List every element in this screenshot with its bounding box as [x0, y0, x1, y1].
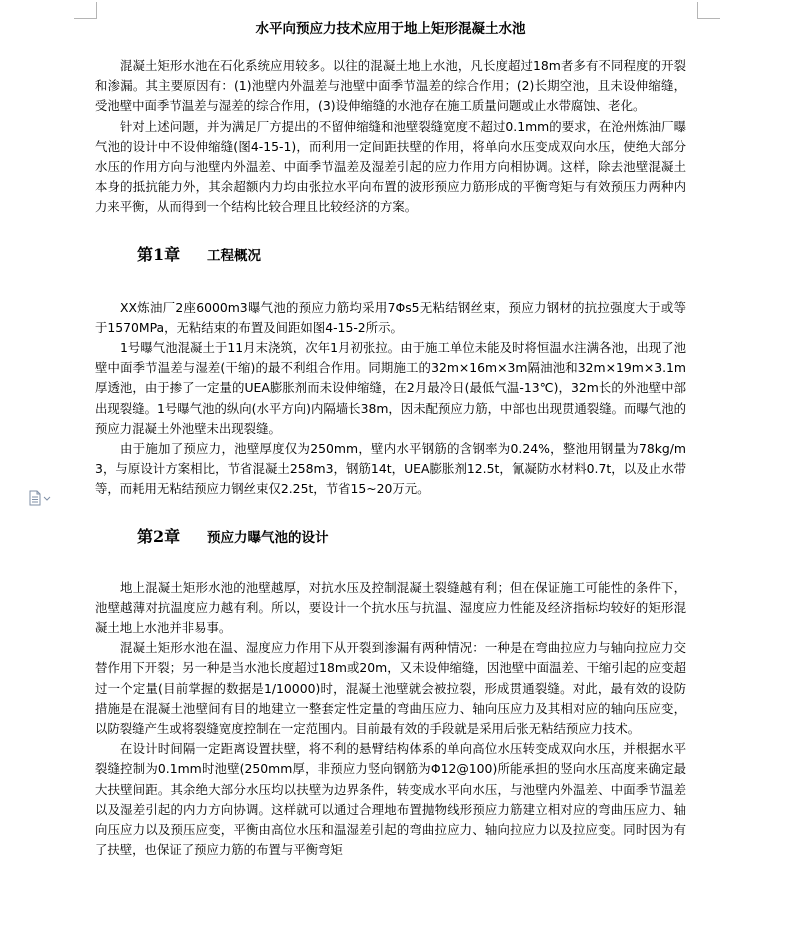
intro-paragraph: 混凝土矩形水池在石化系统应用较多。以往的混凝土地上水池，凡长度超过18m者多有不同程度的开裂和渗漏。其主要原因有：(1)池壁内外温差与池壁中面季节温差的综合作用；(2)长期空池，且未设伸缩缝，受池壁中面季节温差与湿差的综合作用，(3)设伸缩缝的水池存在施工质量问题或止水带腐蚀、老化。 [95, 58, 686, 114]
body-paragraph: XX炼油厂2座6000m3曝气池的预应力筋均采用7Φs5无粘结钢丝束，预应力钢材的抗拉强度大于或等于1570MPa，无粘结束的布置及间距如图4-15-2所示。 [95, 299, 686, 335]
body-paragraph: 1号曝气池混凝土于11月末浇筑，次年1月初张拉。由于施工单位未能及时将恒温水注满各池，出现了池壁中面季节温差与湿差(干缩)的最不利组合作用。同期施工的32m×16m×3m隔油池和32m×19m×3.1m厚透池，由于掺了一定量的UEA膨胀剂而未设伸缩缝，在2月最冷日(最低气温-13℃)，32m长的外池壁中部出现裂缝。1号曝气池的纵向(水平方向)内隔墙长38m，因未配预应力筋，中部也出现贯通裂缝。而曝气池的预应力混凝土外池壁未出现裂缝。 [95, 340, 686, 436]
document-icon[interactable] [28, 490, 52, 506]
document-title: 水平向预应力技术应用于地上矩形混凝土水池 [255, 21, 526, 37]
chapter-name: 预应力曝气池的设计 [207, 529, 329, 546]
chapter-heading [137, 522, 686, 552]
body-paragraph: 在设计时间隔一定距离设置扶壁，将不利的悬臂结构体系的单向高位水压转变成双向水压，并根据水平裂缝控制为0.1mm时池壁(250mm厚，非预应力竖向钢筋为Φ12@100)所能承担的竖向水压高度来确定最大扶壁间距。其余绝大部分水压均以扶壁为边界条件，转变成水平向水压，与池壁内外温差、中面季节温差以及湿差引起的内力方向协调。这样就可以通过合理地布置抛物线形预应力筋建立相对应的弯曲压应力、轴向压应力以及预压应变，平衡由高位水压和温湿差引起的弯曲拉应力、轴向拉应力以及拉应变。同时因为有了扶壁，也保证了预应力筋的布置与平衡弯矩 [95, 741, 686, 858]
body-paragraph: 由于施加了预应力，池壁厚度仅为250mm，壁内水平钢筋的含钢率为0.24%，整池用钢量为78kg/m3，与原设计方案相比，节省混凝土258m3，钢筋14t，UEA膨胀剂12.5t，氰凝防水材料0.7t，以及止水带等，而耗用无粘结预应力钢丝束仅2.25t，节省15~20万元。 [95, 441, 686, 497]
crop-mark-top-left [74, 2, 97, 19]
chapter-number: 第2章 [137, 526, 181, 546]
crop-mark-top-right [697, 2, 720, 19]
intro-paragraph: 针对上述问题，并为满足厂方提出的不留伸缩缝和池壁裂缝宽度不超过0.1mm的要求，在沧州炼油厂曝气池的设计中不设伸缩缝(图4-15-1)，而利用一定间距扶壁的作用，将单向水压变成双向水压，使绝大部分水压的作用方向与池壁内外温差、中面季节温差及湿差引起的应力作用方向相协调。这样，除去池壁混凝土本身的抵抗能力外，其余超额内力均由张拉水平向布置的波形预应力筋形成的平衡弯矩与有效预压力两种内力来平衡，从而得到一个结构比较合理且比较经济的方案。 [95, 118, 686, 215]
chapter-name: 工程概况 [207, 247, 261, 264]
body-paragraph: 地上混凝土矩形水池的池壁越厚，对抗水压及控制混凝土裂缝越有利；但在保证施工可能性的条件下，池壁越薄对抗温度应力越有利。所以，要设计一个抗水压与抗温、湿度应力性能及经济指标均较好的矩形混凝土地上水池并非易事。 [95, 579, 686, 636]
chapter-heading [137, 240, 686, 270]
body-paragraph: 混凝土矩形水池在温、湿度应力作用下从开裂到渗漏有两种情况：一种是在弯曲拉应力与轴向拉应力交替作用下开裂；另一种是当水池长度超过18m或20m，又未设伸缩缝，因池壁中面温差、干缩引起的应变超过一个定量(目前掌握的数据是1/10000)时，混凝土池壁就会被拉裂，形成贯通裂缝。对此，最有效的设防措施是在混凝土池壁间有目的地建立一整套定性定量的弯曲压应力、轴向压应力及其相对应的轴向压应变，以防裂缝产生或将裂缝宽度控制在一定范围内。目前最有效的手段就是采用后张无粘结预应力技术。 [95, 640, 686, 737]
chapter-number: 第1章 [137, 244, 181, 264]
document-body [95, 16, 686, 861]
